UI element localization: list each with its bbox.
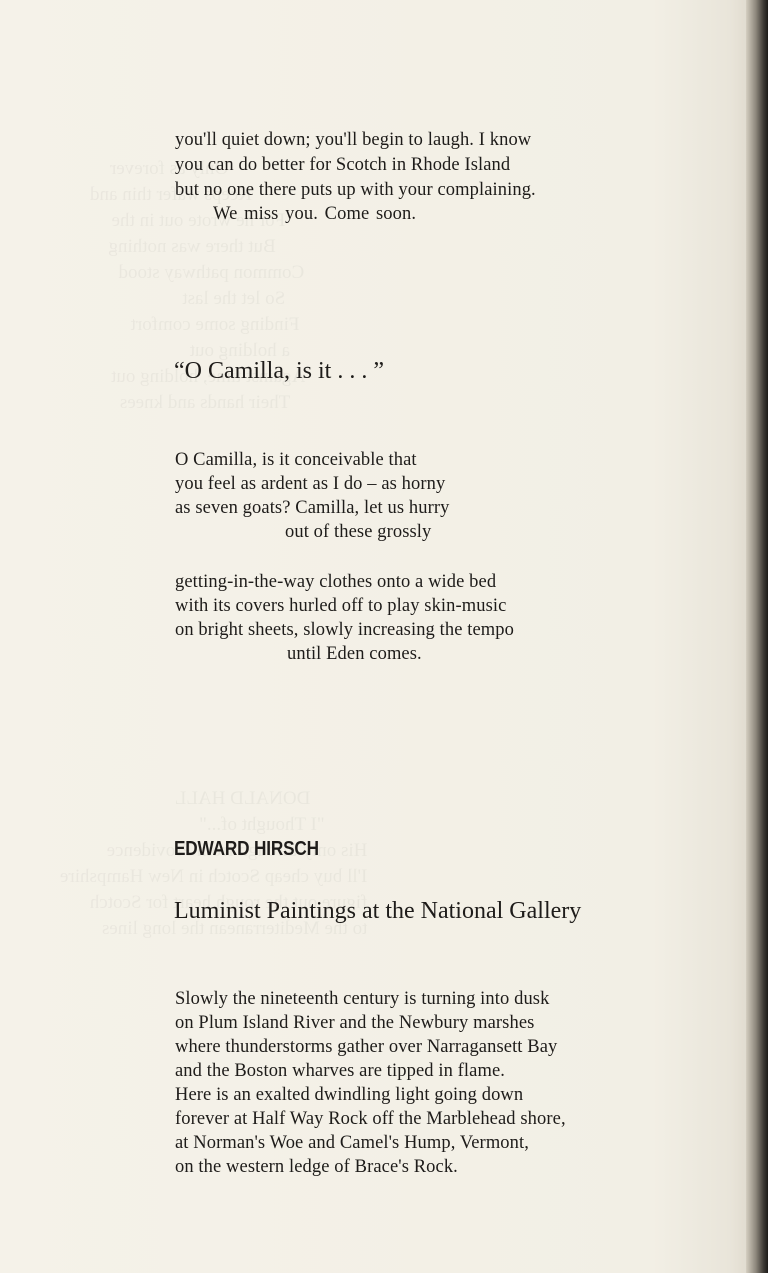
poem-line: with its covers hurled off to play skin-music <box>175 596 507 616</box>
poem-title: Luminist Paintings at the National Gallery <box>174 898 582 924</box>
author-name: EDWARD HIRSCH <box>174 838 319 860</box>
poem-line: and the Boston wharves are tipped in flame. <box>175 1061 506 1081</box>
poem-line: but no one there puts up with your complaining. <box>175 180 536 200</box>
poem-line: Here is an exalted dwindling light going down <box>175 1085 524 1105</box>
poem-line: as seven goats? Camilla, let us hurry <box>175 498 450 518</box>
book-spine-shadow <box>746 0 768 1273</box>
poem-line: you feel as ardent as I do – as horny <box>175 474 446 494</box>
poem-line: We miss you. Come soon. <box>213 204 417 224</box>
poem-line: on bright sheets, slowly increasing the tempo <box>175 620 514 640</box>
poem-line: on Plum Island River and the Newbury marshes <box>175 1013 535 1033</box>
poem-line: you can do better for Scotch in Rhode Island <box>175 155 511 175</box>
poem-line: out of these grossly <box>285 522 432 542</box>
poem-line: Slowly the nineteenth century is turning into dusk <box>175 989 550 1009</box>
poem-line: at Norman's Woe and Camel's Hump, Vermont, <box>175 1133 529 1153</box>
poem-line: getting-in-the-way clothes onto a wide bed <box>175 572 497 592</box>
poem-line: where thunderstorms gather over Narragansett Bay <box>175 1037 558 1057</box>
poem-line: forever at Half Way Rock off the Marblehead shore, <box>175 1109 566 1129</box>
poem-line: O Camilla, is it conceivable that <box>175 450 417 470</box>
poem-line: you'll quiet down; you'll begin to laugh. I know <box>175 130 532 150</box>
poem-line: until Eden comes. <box>287 644 422 664</box>
poem-title: “O Camilla, is it . . . ” <box>174 358 384 384</box>
poem-line: on the western ledge of Brace's Rock. <box>175 1157 458 1177</box>
